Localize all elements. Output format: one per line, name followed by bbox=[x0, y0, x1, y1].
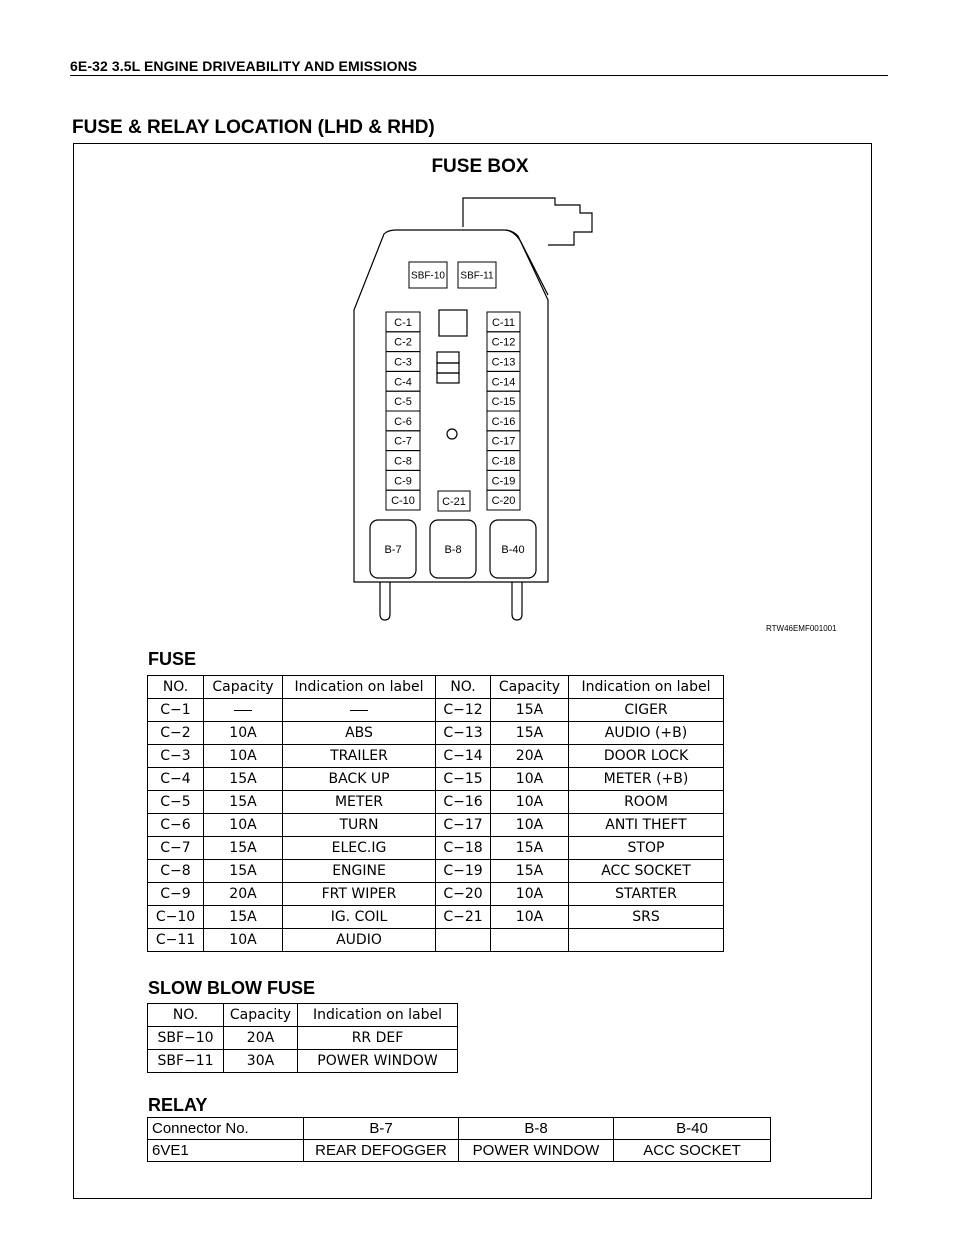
fuse-cell: C−11 bbox=[148, 929, 204, 952]
fuse-cell: 15A bbox=[491, 722, 569, 745]
fuse-cell: 15A bbox=[491, 837, 569, 860]
fuse-cell: STOP bbox=[569, 837, 724, 860]
relay-header-cell: Connector No. bbox=[148, 1118, 304, 1140]
fuse-cell: AUDIO (+B) bbox=[569, 722, 724, 745]
fuse-slot-c-21-label: C-21 bbox=[442, 495, 466, 508]
sbf-11-slot bbox=[458, 262, 496, 288]
fuse-section-title: FUSE bbox=[148, 649, 197, 669]
fuse-slot-c-3 bbox=[386, 352, 420, 372]
fuse-cell: DOOR LOCK bbox=[569, 745, 724, 768]
fuse-slot-c-6 bbox=[386, 411, 420, 431]
not-applicable-dash bbox=[234, 710, 252, 711]
fuse-slot-c-13-label: C-13 bbox=[491, 356, 516, 369]
fuse-cell: 10A bbox=[204, 745, 283, 768]
relay-cell: 6VE1 bbox=[148, 1140, 304, 1162]
fuse-slot-c-21 bbox=[438, 491, 470, 511]
fuse-cell: 15A bbox=[204, 768, 283, 791]
figure-id: RTW46EMF001001 bbox=[766, 624, 837, 633]
fuse-cell: AUDIO bbox=[283, 929, 436, 952]
fuse-cell: C−6 bbox=[148, 814, 204, 837]
fuse-cell: IG. COIL bbox=[283, 906, 436, 929]
fuse-slot-c-18-label: C-18 bbox=[491, 455, 516, 468]
table-row bbox=[148, 745, 724, 768]
fuse-cell: C−8 bbox=[148, 860, 204, 883]
fuse-header-cell: NO. bbox=[148, 676, 204, 699]
fuse-slot-c-7-label: C-7 bbox=[394, 435, 412, 448]
fuse-cell: ROOM bbox=[569, 791, 724, 814]
sbf-cell: 30A bbox=[224, 1050, 298, 1073]
fuse-header-cell: Indication on label bbox=[283, 676, 436, 699]
table-row bbox=[148, 1027, 458, 1050]
fuse-slot-c-8-label: C-8 bbox=[394, 455, 412, 468]
fuse-slot-c-8 bbox=[386, 451, 420, 471]
sbf-header-cell: NO. bbox=[148, 1004, 224, 1027]
relay-cell: ACC SOCKET bbox=[614, 1140, 771, 1162]
fuse-cell: 15A bbox=[204, 860, 283, 883]
page-title: FUSE & RELAY LOCATION (LHD & RHD) bbox=[72, 117, 435, 138]
fuse-cell: C−4 bbox=[148, 768, 204, 791]
relay-header-cell: B-40 bbox=[614, 1118, 771, 1140]
fuse-slot-c-17-label: C-17 bbox=[491, 435, 516, 448]
sbf-11-slot-label: SBF-11 bbox=[460, 270, 494, 282]
sbf-header-cell: Capacity bbox=[224, 1004, 298, 1027]
fuse-slot-c-9-label: C-9 bbox=[394, 475, 412, 488]
fuse-cell: METER (+B) bbox=[569, 768, 724, 791]
fuse-cell: ANTI THEFT bbox=[569, 814, 724, 837]
fuse-cell: C−17 bbox=[436, 814, 491, 837]
fuse-slot-c-17 bbox=[487, 431, 520, 451]
fuse-slot-c-15 bbox=[487, 391, 520, 411]
fuse-cell: 10A bbox=[491, 906, 569, 929]
fuse-cell bbox=[283, 699, 436, 722]
fuse-cell: 10A bbox=[491, 791, 569, 814]
fuse-slot-c-11 bbox=[487, 312, 520, 332]
fuse-slot-c-10-label: C-10 bbox=[391, 495, 415, 508]
fuse-cell: TURN bbox=[283, 814, 436, 837]
fuse-cell: 10A bbox=[491, 768, 569, 791]
fuse-slot-c-10 bbox=[386, 490, 420, 510]
sbf-cell: RR DEF bbox=[298, 1027, 458, 1050]
fuse-cell bbox=[436, 929, 491, 952]
fuse-slot-c-13 bbox=[487, 352, 520, 372]
fuse-slot-c-9 bbox=[386, 470, 420, 490]
fuse-slot-c-5-label: C-5 bbox=[394, 396, 412, 409]
fuse-cell: 20A bbox=[491, 745, 569, 768]
fuse-cell: TRAILER bbox=[283, 745, 436, 768]
fuse-cell: 20A bbox=[204, 883, 283, 906]
fuse-cell: C−3 bbox=[148, 745, 204, 768]
fuse-slot-c-14-label: C-14 bbox=[491, 376, 516, 389]
table-row bbox=[148, 814, 724, 837]
fuse-slot-c-19-label: C-19 bbox=[491, 475, 516, 488]
relay-table bbox=[147, 1117, 771, 1162]
fuse-table bbox=[147, 675, 724, 952]
fuse-cell: 10A bbox=[204, 814, 283, 837]
fuse-slot-c-1 bbox=[386, 312, 420, 332]
fuse-cell: 10A bbox=[204, 929, 283, 952]
sbf-cell: SBF−10 bbox=[148, 1027, 224, 1050]
relay-header-cell: B-7 bbox=[304, 1118, 459, 1140]
fuse-cell: BACK UP bbox=[283, 768, 436, 791]
slow-blow-table bbox=[147, 1003, 458, 1073]
fuse-box-title: FUSE BOX bbox=[431, 156, 529, 177]
fuse-cell: 15A bbox=[204, 791, 283, 814]
fuse-slot-c-1-label: C-1 bbox=[394, 316, 412, 329]
fuse-cell: METER bbox=[283, 791, 436, 814]
sbf-cell: 20A bbox=[224, 1027, 298, 1050]
fuse-slot-c-19 bbox=[487, 470, 520, 490]
sbf-10-slot bbox=[409, 262, 447, 288]
fuse-cell: C−9 bbox=[148, 883, 204, 906]
fuse-slot-c-15-label: C-15 bbox=[491, 396, 516, 409]
fuse-cell: C−20 bbox=[436, 883, 491, 906]
relay-header-row bbox=[148, 1118, 771, 1140]
table-row bbox=[148, 883, 724, 906]
fuse-cell: C−18 bbox=[436, 837, 491, 860]
relay-header-cell: B-8 bbox=[459, 1118, 614, 1140]
fuse-cell: 10A bbox=[204, 722, 283, 745]
fuse-slot-c-12-label: C-12 bbox=[491, 336, 516, 349]
fuse-slot-c-2 bbox=[386, 332, 420, 352]
fuse-slot-c-2-label: C-2 bbox=[394, 336, 412, 349]
not-applicable-dash bbox=[350, 710, 368, 711]
fuse-cell: FRT WIPER bbox=[283, 883, 436, 906]
fuse-cell: ABS bbox=[283, 722, 436, 745]
fuse-slot-c-4 bbox=[386, 371, 420, 391]
fuse-cell: C−10 bbox=[148, 906, 204, 929]
relay-b-40-label: B-40 bbox=[501, 544, 525, 556]
table-row bbox=[148, 1050, 458, 1073]
relay-b-8-label: B-8 bbox=[444, 544, 462, 556]
relay-title: RELAY bbox=[148, 1095, 208, 1115]
fuse-cell: C−16 bbox=[436, 791, 491, 814]
fuse-header-cell: Capacity bbox=[491, 676, 569, 699]
sbf-cell: SBF−11 bbox=[148, 1050, 224, 1073]
fuse-header-cell: NO. bbox=[436, 676, 491, 699]
table-row bbox=[148, 860, 724, 883]
fuse-cell: 15A bbox=[491, 860, 569, 883]
fuse-cell: 10A bbox=[491, 814, 569, 837]
fuse-cell: 15A bbox=[204, 906, 283, 929]
table-row bbox=[148, 929, 724, 952]
fuse-cell: STARTER bbox=[569, 883, 724, 906]
fuse-slot-c-16 bbox=[487, 411, 520, 431]
fuse-slot-c-12 bbox=[487, 332, 520, 352]
fuse-slot-c-11-label: C-11 bbox=[491, 316, 516, 329]
fuse-cell: C−13 bbox=[436, 722, 491, 745]
fuse-slot-c-16-label: C-16 bbox=[491, 415, 516, 428]
sbf-10-slot-label: SBF-10 bbox=[411, 270, 445, 282]
table-row bbox=[148, 906, 724, 929]
fuse-cell: C−12 bbox=[436, 699, 491, 722]
relay-b-7-label: B-7 bbox=[384, 544, 402, 556]
table-row bbox=[148, 1140, 771, 1162]
fuse-cell: ELEC.IG bbox=[283, 837, 436, 860]
table-row bbox=[148, 722, 724, 745]
fuse-cell: ENGINE bbox=[283, 860, 436, 883]
fuse-slot-c-4-label: C-4 bbox=[394, 376, 412, 389]
fuse-cell: C−15 bbox=[436, 768, 491, 791]
fuse-slot-c-3-label: C-3 bbox=[394, 356, 412, 369]
fuse-slot-c-18 bbox=[487, 451, 520, 471]
table-row bbox=[148, 768, 724, 791]
fuse-cell: 10A bbox=[491, 883, 569, 906]
relay-cell: POWER WINDOW bbox=[459, 1140, 614, 1162]
fuse-slot-c-14 bbox=[487, 371, 520, 391]
fuse-box-diagram bbox=[330, 190, 610, 626]
slow-blow-title: SLOW BLOW FUSE bbox=[148, 978, 315, 998]
fuse-cell bbox=[569, 929, 724, 952]
page-header: 6E-32 3.5L ENGINE DRIVEABILITY AND EMISSIONS bbox=[70, 58, 418, 74]
fuse-slot-c-20-label: C-20 bbox=[491, 495, 516, 508]
fuse-cell: 15A bbox=[491, 699, 569, 722]
table-row bbox=[148, 837, 724, 860]
fuse-cell: ACC SOCKET bbox=[569, 860, 724, 883]
fuse-header-cell: Indication on label bbox=[569, 676, 724, 699]
sbf-header-cell: Indication on label bbox=[298, 1004, 458, 1027]
fuse-header-cell: Capacity bbox=[204, 676, 283, 699]
table-row bbox=[148, 699, 724, 722]
fuse-slot-c-7 bbox=[386, 431, 420, 451]
fuse-cell: CIGER bbox=[569, 699, 724, 722]
sbf-header-row bbox=[148, 1004, 458, 1027]
fuse-slot-c-6-label: C-6 bbox=[394, 415, 412, 428]
fuse-cell: SRS bbox=[569, 906, 724, 929]
table-row bbox=[148, 791, 724, 814]
fuse-cell: C−19 bbox=[436, 860, 491, 883]
fuse-cell: C−2 bbox=[148, 722, 204, 745]
fuse-slot-c-20 bbox=[487, 490, 520, 510]
fuse-cell: C−14 bbox=[436, 745, 491, 768]
fuse-cell: C−5 bbox=[148, 791, 204, 814]
fuse-cell: C−7 bbox=[148, 837, 204, 860]
fuse-cell: C−21 bbox=[436, 906, 491, 929]
relay-cell: REAR DEFOGGER bbox=[304, 1140, 459, 1162]
fuse-header-row bbox=[148, 676, 724, 699]
header-rule bbox=[70, 75, 888, 76]
fuse-cell: C−1 bbox=[148, 699, 204, 722]
fuse-slot-c-5 bbox=[386, 391, 420, 411]
fuse-cell bbox=[204, 699, 283, 722]
fuse-cell bbox=[491, 929, 569, 952]
fuse-cell: 15A bbox=[204, 837, 283, 860]
sbf-cell: POWER WINDOW bbox=[298, 1050, 458, 1073]
